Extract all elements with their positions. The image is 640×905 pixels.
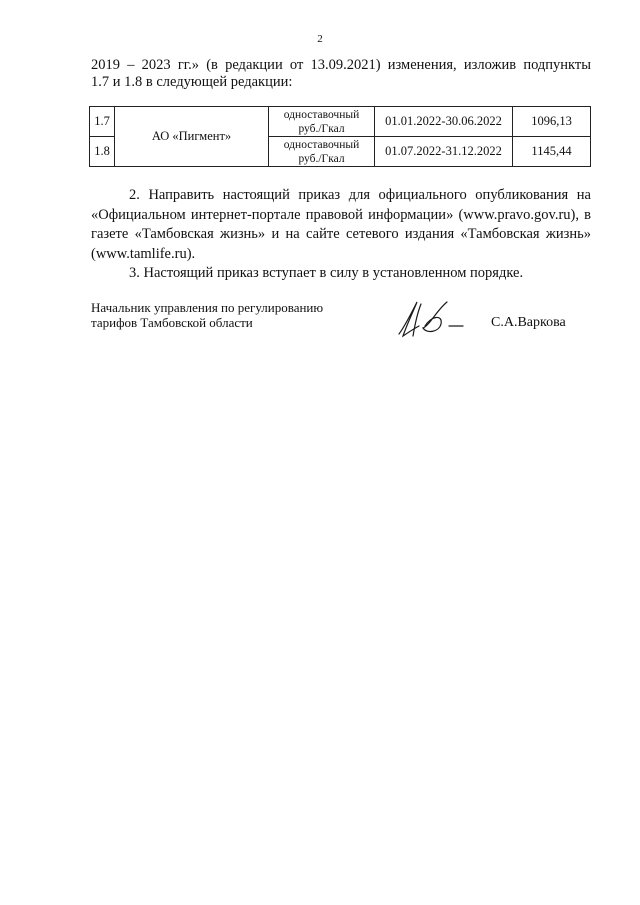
signer-position bbox=[91, 300, 323, 330]
value-cell: 1145,44 bbox=[513, 137, 591, 167]
period-cell: 01.07.2022-31.12.2022 bbox=[375, 137, 513, 167]
value-cell: 1096,13 bbox=[513, 107, 591, 137]
tariff-kind-cell bbox=[269, 137, 375, 167]
signer-position-line-2: тарифов Тамбовской области bbox=[91, 315, 253, 330]
paragraph-2: 2. Направить настоящий приказ для официального опубликования на «Официальном интернет-портале правовой информации» (www.pravo.gov.ru), в газете «Тамбовская жизнь» и на сайте сетевого издания «Тамбовская жизнь» (www.tamlife.ru). bbox=[91, 187, 591, 262]
page-number: 2 bbox=[317, 33, 323, 45]
organization-cell: АО «Пигмент» bbox=[115, 107, 269, 167]
paragraph-3: 3. Настоящий приказ вступает в силу в установленном порядке. bbox=[129, 265, 524, 281]
row-number: 1.7 bbox=[90, 107, 115, 137]
tariff-kind: одноставочный bbox=[283, 138, 360, 151]
signer-name: С.А.Варкова bbox=[491, 315, 566, 330]
intro-line-2: 1.7 и 1.8 в следующей редакции: bbox=[91, 74, 293, 90]
intro-paragraph bbox=[91, 57, 591, 91]
intro-line-1: 2019 – 2023 гг.» (в редакции от 13.09.2021) изменения, изложив подпункты bbox=[91, 57, 591, 73]
tariff-kind: одноставочный bbox=[283, 108, 360, 121]
tariff-table bbox=[89, 106, 591, 167]
period-cell: 01.01.2022-30.06.2022 bbox=[375, 107, 513, 137]
body-text bbox=[91, 186, 591, 284]
tariff-unit: руб./Гкал bbox=[298, 152, 345, 165]
table-row bbox=[90, 107, 591, 137]
signature-block bbox=[91, 300, 591, 350]
tariff-unit: руб./Гкал bbox=[298, 122, 345, 135]
tariff-kind-cell bbox=[269, 107, 375, 137]
signer-position-line-1: Начальник управления по регулированию bbox=[91, 300, 324, 315]
row-number: 1.8 bbox=[90, 137, 115, 167]
handwritten-signature bbox=[391, 296, 473, 342]
